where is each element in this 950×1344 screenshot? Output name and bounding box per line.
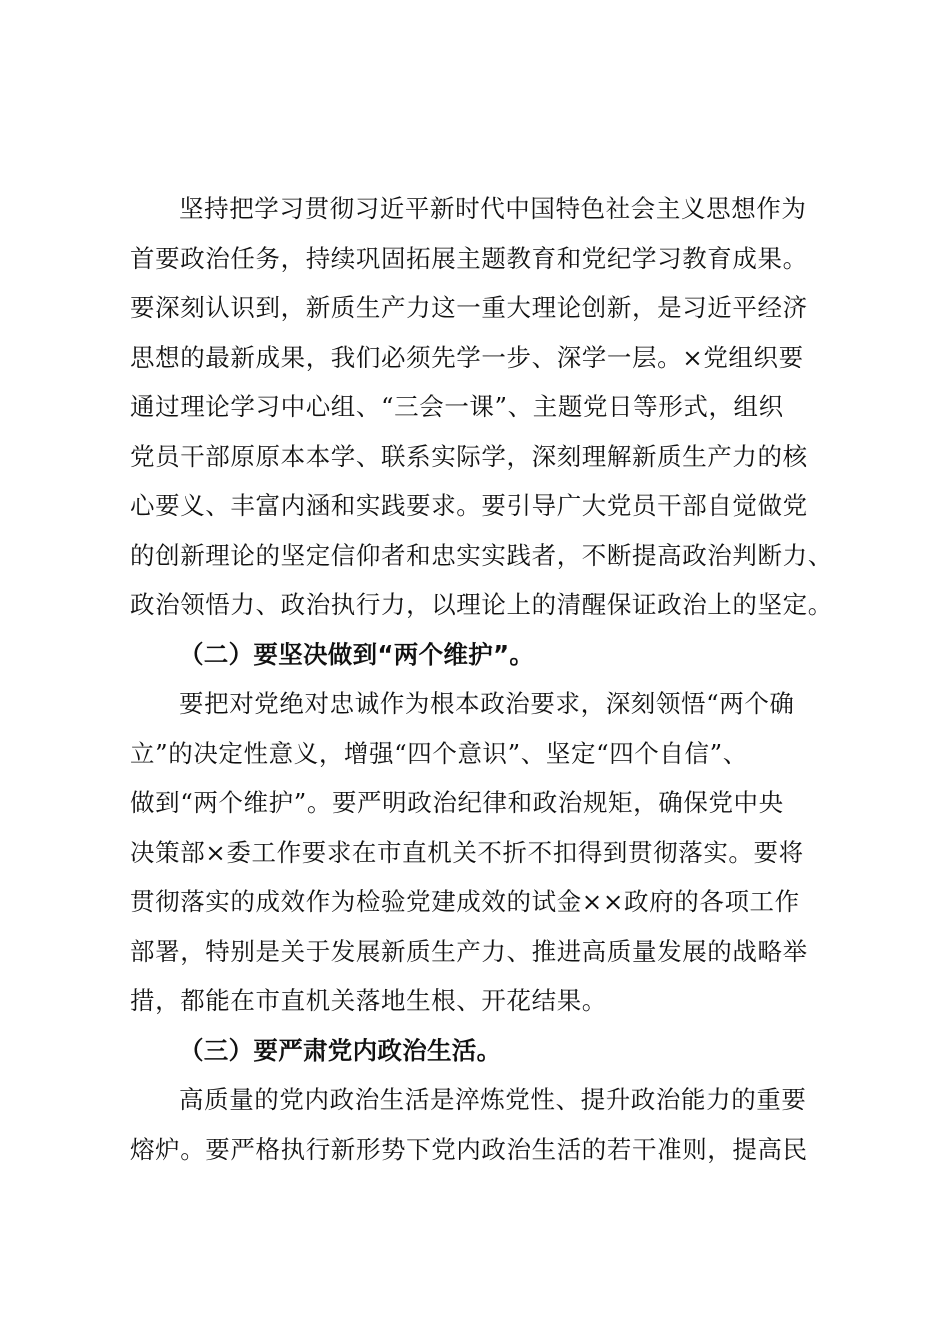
paragraph-line: 首要政治任务，持续巩固拓展主题教育和党纪学习教育成果。 — [130, 243, 808, 273]
paragraph-line: 政治领悟力、政治执行力，以理论上的清醒保证政治上的坚定。 — [130, 590, 833, 619]
section-heading-2: （二）要坚决做到“两个维护”。 — [179, 639, 535, 669]
paragraph-1 — [130, 184, 850, 630]
paragraph-3 — [130, 1075, 850, 1174]
paragraph-line: 通过理论学习中心组、“三会一课”、主题党日等形式，组织 — [130, 392, 784, 421]
paragraph-line: 熔炉。要严格执行新形势下党内政治生活的若干准则，提高民 — [130, 1134, 808, 1164]
paragraph-line: 立”的决定性意义，增强“四个意识”、坚定“四个自信”、 — [130, 738, 748, 768]
paragraph-line: 思想的最新成果，我们必须先学一步、深学一层。×党组织要 — [130, 342, 804, 372]
paragraph-line: 高质量的党内政治生活是淬炼党性、提升政治能力的重要 — [179, 1085, 807, 1114]
paragraph-line: 贯彻落实的成效作为检验党建成效的试金××政府的各项工作 — [130, 887, 800, 916]
paragraph-line: 心要义、丰富内涵和实践要求。要引导广大党员干部自觉做党 — [130, 491, 808, 520]
paragraph-line: 部署，特别是关于发展新质生产力、推进高质量发展的战略举 — [130, 936, 808, 966]
paragraph-line: 的创新理论的坚定信仰者和忠实实践者，不断提高政治判断力、 — [130, 540, 833, 570]
document-body — [130, 184, 850, 1174]
paragraph-line: 决策部×委工作要求在市直机关不折不扣得到贯彻落实。要将 — [130, 837, 804, 867]
paragraph-line: 要把对党绝对忠诚作为根本政治要求，深刻领悟“两个确 — [179, 689, 795, 718]
paragraph-line: 党员干部原原本本学、联系实际学，深刻理解新质生产力的核 — [130, 441, 808, 471]
paragraph-line: 要深刻认识到，新质生产力这一重大理论创新，是习近平经济 — [130, 293, 808, 322]
section-heading-3: （三）要严肃党内政治生活。 — [179, 1035, 502, 1065]
paragraph-line: 坚持把学习贯彻习近平新时代中国特色社会主义思想作为 — [179, 194, 807, 223]
paragraph-2 — [130, 679, 850, 1026]
paragraph-line: 做到“两个维护”。要严明政治纪律和政治规矩，确保党中央 — [130, 788, 784, 817]
paragraph-line: 措，都能在市直机关落地生根、开花结果。 — [130, 986, 607, 1015]
